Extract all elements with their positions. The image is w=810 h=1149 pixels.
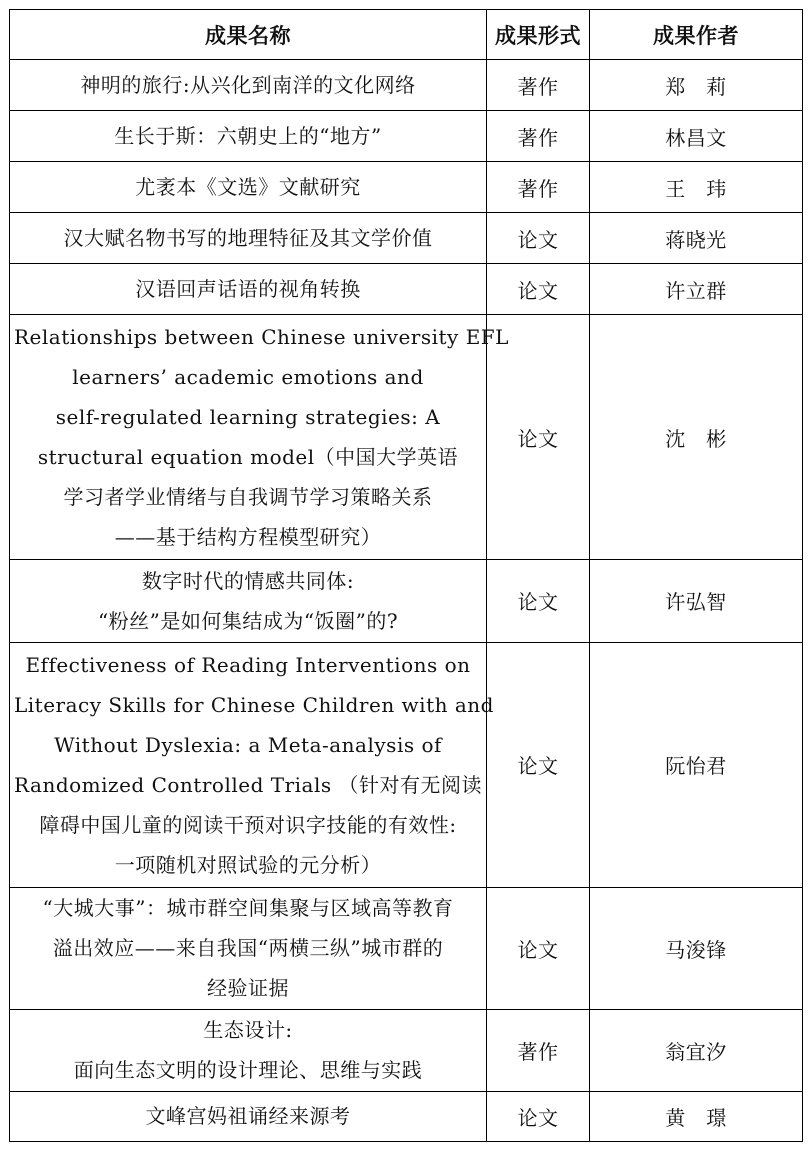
table-row — [10, 887, 803, 1009]
table-row — [10, 642, 803, 887]
table-row — [10, 213, 803, 264]
result-title-line: 数字时代的情感共同体: — [141, 568, 355, 593]
result-title-line: 溢出效应——来自我国“两横三纵”城市群的 — [52, 936, 444, 961]
table-row — [10, 111, 803, 162]
result-title-line: 神明的旅行:从兴化到南洋的文化网络 — [80, 73, 416, 98]
result-author-cell: 王 玮 — [590, 162, 803, 213]
result-form-cell: 论文 — [487, 213, 590, 264]
result-title-line: 一项随机对照试验的元分析） — [114, 852, 382, 877]
result-form-cell: 著作 — [487, 162, 590, 213]
result-form-cell: 论文 — [487, 264, 590, 315]
result-title-line: 文峰宫妈祖诵经来源考 — [145, 1104, 351, 1129]
result-title-cell — [10, 60, 487, 111]
result-title-line: 经验证据 — [207, 976, 289, 1001]
result-title-line: 学习者学业情绪与自我调节学习策略关系 — [63, 485, 433, 510]
table-row — [10, 60, 803, 111]
result-title-cell — [10, 1009, 487, 1091]
result-title-line: “粉丝”是如何集结成为“饭圈”的? — [97, 608, 399, 633]
result-title-cell — [10, 111, 487, 162]
result-title-line: 生长于斯：六朝史上的“地方” — [114, 124, 382, 149]
result-title-line: 生态设计: — [203, 1018, 293, 1043]
result-title-line: Literacy Skills for Chinese Children with and — [14, 692, 494, 717]
result-title-cell — [10, 887, 487, 1009]
result-title-line: ——基于结构方程模型研究） — [114, 525, 382, 550]
result-author-cell: 翁宜汐 — [590, 1009, 803, 1091]
results-table — [9, 9, 803, 1142]
result-title-line: self-regulated learning strategies: A — [55, 405, 441, 430]
result-author-cell: 蒋晓光 — [590, 213, 803, 264]
result-author-cell: 黄 璟 — [590, 1091, 803, 1141]
table-row — [10, 1091, 803, 1141]
result-title-line: structural equation model（中国大学英语 — [37, 445, 459, 470]
table-row — [10, 560, 803, 642]
result-title-cell — [10, 315, 509, 560]
result-title-line: 汉大赋名物书写的地理特征及其文学价值 — [63, 226, 433, 251]
table-row — [10, 162, 803, 213]
result-title-cell — [10, 642, 494, 887]
result-author-cell: 林昌文 — [590, 111, 803, 162]
result-form-cell: 著作 — [487, 111, 590, 162]
result-form-cell: 论文 — [487, 560, 590, 642]
result-author-cell: 马浚锋 — [590, 887, 803, 1009]
result-title-line: 面向生态文明的设计理论、思维与实践 — [73, 1058, 423, 1083]
result-form-cell: 论文 — [487, 315, 590, 560]
result-title-line: Randomized Controlled Trials （针对有无阅读 — [14, 772, 482, 797]
result-title-cell — [10, 560, 487, 642]
result-title-cell — [10, 162, 487, 213]
header-form: 成果形式 — [487, 10, 590, 60]
result-title-line: learners’ academic emotions and — [72, 365, 424, 390]
result-title-line: “大城大事”：城市群空间集聚与区域高等教育 — [42, 896, 454, 921]
result-form-cell: 论文 — [487, 887, 590, 1009]
result-title-line: 汉语回声话语的视角转换 — [135, 277, 361, 302]
table-row — [10, 264, 803, 315]
result-title-line: Effectiveness of Reading Interventions on — [25, 652, 471, 677]
result-author-cell: 许弘智 — [590, 560, 803, 642]
result-author-cell: 沈 彬 — [590, 315, 803, 560]
header-author: 成果作者 — [590, 10, 803, 60]
result-author-cell: 许立群 — [590, 264, 803, 315]
result-title-cell — [10, 213, 487, 264]
header-row — [10, 10, 803, 60]
table-row — [10, 315, 803, 560]
table-row — [10, 1009, 803, 1091]
result-form-cell: 著作 — [487, 1009, 590, 1091]
result-author-cell: 阮怡君 — [590, 642, 803, 887]
result-form-cell: 论文 — [487, 1091, 590, 1141]
result-title-cell — [10, 1091, 487, 1141]
result-author-cell: 郑 莉 — [590, 60, 803, 111]
result-title-line: 障碍中国儿童的阅读干预对识字技能的有效性: — [39, 812, 457, 837]
result-title-line: Without Dyslexia: a Meta-analysis of — [54, 732, 442, 757]
result-title-line: Relationships between Chinese university EFL — [14, 325, 509, 350]
result-title-line: 尤袤本《文选》文献研究 — [135, 175, 361, 200]
result-form-cell: 著作 — [487, 60, 590, 111]
header-title: 成果名称 — [10, 10, 487, 60]
result-title-cell — [10, 264, 487, 315]
result-form-cell: 论文 — [487, 642, 590, 887]
